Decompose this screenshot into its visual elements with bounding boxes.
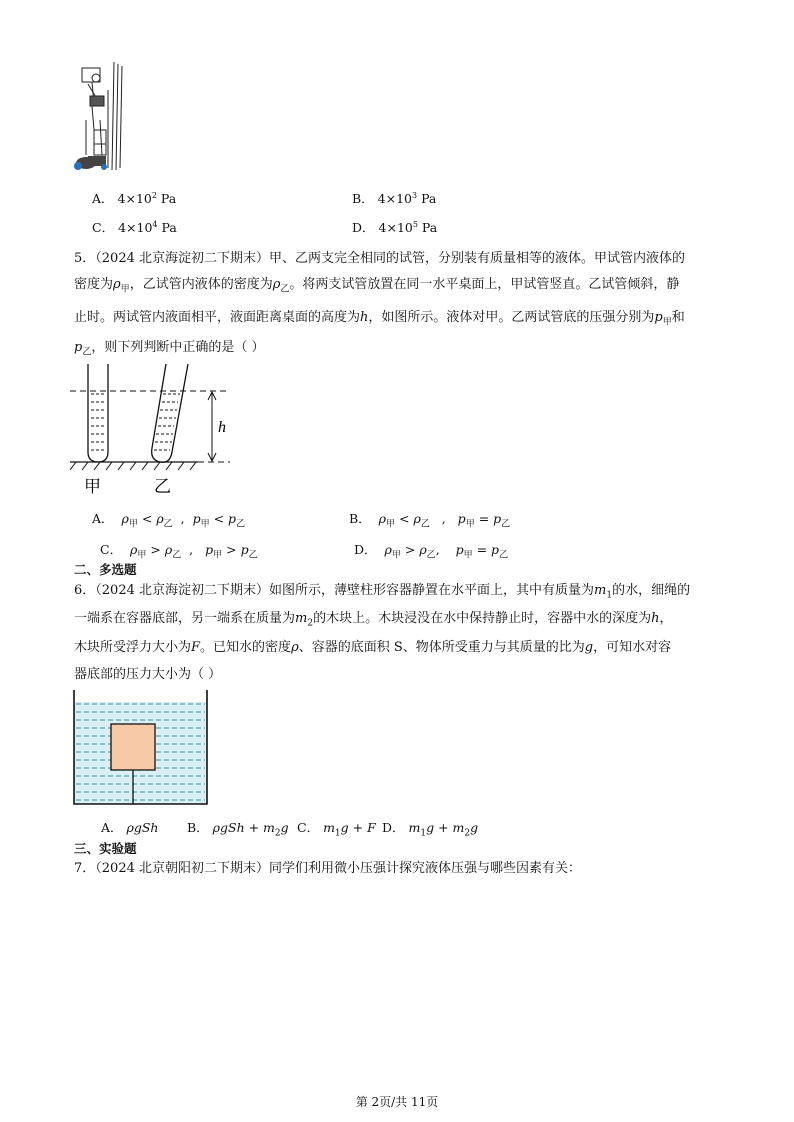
- section-experiment-heading: 三、实验题: [74, 841, 137, 856]
- q6-line-4: 器底部的压力大小为（ ）: [74, 667, 222, 682]
- q5-test-tube-figure: [70, 360, 240, 500]
- q4-option-a[interactable]: A． $4\times 10^2$ Pa: [92, 190, 177, 206]
- q5-option-b[interactable]: B． $\rho_甲 < \rho_乙$ , $p_甲 = p_乙$: [349, 511, 511, 530]
- q5-option-c[interactable]: C． $\rho_甲 > \rho_乙$ , $p_甲 > p_乙$: [100, 542, 258, 561]
- q5-figure-yi-label: 乙: [154, 477, 171, 497]
- q4-figure: [72, 60, 132, 175]
- q6-option-a[interactable]: A． ρgSh: [101, 820, 159, 835]
- q4-option-b[interactable]: B． $4\times 10^3$ Pa: [352, 190, 437, 206]
- q5-line-4: $p_乙$，则下列判断中正确的是（ ）: [74, 340, 265, 358]
- q5-line-2: 密度为$\rho_甲$，乙试管内液体的密度为$\rho_乙$。将两支试管放置在同一水平桌面上，甲试管竖直。乙试管倾斜，静: [74, 277, 680, 295]
- q6-line-1: 6．（2024 北京海淀初二下期末）如图所示，薄壁柱形容器静置在水平面上，其中有质量为$m_1$的水，细绳的: [74, 583, 691, 601]
- q6-container-figure: [73, 690, 209, 806]
- q4-option-d[interactable]: D． $4\times 10^5$ Pa: [352, 219, 438, 235]
- q6-option-c[interactable]: C． $m_1g + F$: [297, 820, 376, 839]
- q6-wood-block: [111, 724, 155, 770]
- q6-line-3: 木块所受浮力大小为F。已知水的密度ρ、容器的底面积 S、物体所受重力与其质量的比为g，可知水对容: [74, 640, 672, 655]
- q6-line-2: 一端系在容器底部，另一端系在质量为$m_2$的木块上。木块浸没在水中保持静止时，容器中水的深度为h，: [74, 611, 673, 629]
- page-footer: 第 2页/共 11页: [355, 1095, 439, 1109]
- q5-line-1: 5．（2024 北京海淀初二下期末）甲、乙两支完全相同的试管，分别装有质量相等的液体。甲试管内液体的: [74, 251, 685, 266]
- q5-figure-h-label: h: [218, 419, 226, 436]
- q5-option-a[interactable]: A． $\rho_甲 < \rho_乙$ , $p_甲 < p_乙$: [92, 511, 246, 530]
- q5-option-d[interactable]: D． $\rho_甲 > \rho_乙$, $p_甲 = p_乙$: [354, 542, 509, 561]
- q5-line-3: 止时。两试管内液面相平，液面距离桌面的高度为h，如图所示。液体对甲。乙两试管底的压强分别为$p_甲$和: [74, 310, 685, 328]
- q6-option-d[interactable]: D． $m_1g + m_2g$: [382, 820, 479, 839]
- q5-figure-jia-label: 甲: [84, 477, 101, 497]
- q7-line-1: 7．（2024 北京朝阳初二下期末）同学们利用微小压强计探究液体压强与哪些因素有关：: [74, 861, 581, 876]
- section-multiple-choice-heading: 二、多选题: [74, 562, 137, 577]
- q4-option-c[interactable]: C． $4\times 10^4$ Pa: [92, 219, 177, 235]
- q6-option-b[interactable]: B． $\rho gSh + m_2g$: [187, 820, 289, 839]
